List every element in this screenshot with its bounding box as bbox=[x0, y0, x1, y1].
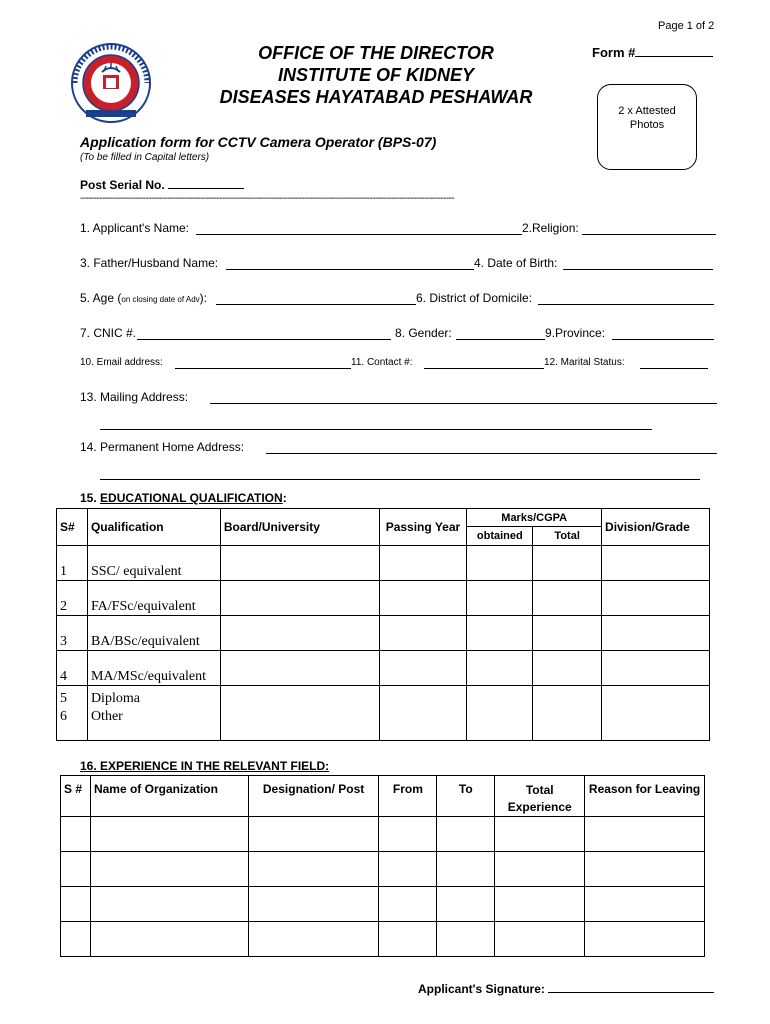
edu-board-cell[interactable] bbox=[220, 686, 379, 741]
edu-sno: 5 bbox=[60, 691, 67, 706]
exp-header-to: To bbox=[437, 776, 495, 817]
exp-header-reason: Reason for Leaving bbox=[585, 776, 705, 817]
edu-division-cell[interactable] bbox=[602, 546, 710, 581]
exp-reason-cell[interactable] bbox=[585, 817, 705, 852]
edu-obtained-cell[interactable] bbox=[467, 686, 533, 741]
office-title-line1: OFFICE OF THE DIRECTOR bbox=[258, 43, 494, 63]
edu-sno: 6 bbox=[60, 709, 67, 724]
mailing-address-label: 13. Mailing Address: bbox=[80, 390, 189, 404]
edu-qualification: Diploma bbox=[90, 691, 140, 706]
separator-dashes: ----------------------------------------------------------------------------------------------------------------------------------------- bbox=[80, 193, 455, 204]
exp-from-cell[interactable] bbox=[379, 922, 437, 957]
exp-sno-cell[interactable] bbox=[61, 922, 91, 957]
cnic-field[interactable] bbox=[137, 327, 391, 340]
edu-year-cell[interactable] bbox=[379, 581, 467, 616]
exp-reason-cell[interactable] bbox=[585, 852, 705, 887]
edu-obtained-cell[interactable] bbox=[467, 651, 533, 686]
applicant-name-field[interactable] bbox=[196, 222, 522, 235]
edu-qualification: FA/FSc/equivalent bbox=[87, 581, 220, 616]
exp-header-sno: S # bbox=[61, 776, 91, 817]
religion-field[interactable] bbox=[582, 222, 716, 235]
marital-status-field[interactable] bbox=[640, 357, 708, 369]
signature-field[interactable] bbox=[548, 980, 714, 993]
permanent-address-field-line2[interactable] bbox=[100, 467, 700, 480]
edu-year-cell[interactable] bbox=[379, 616, 467, 651]
edu-qualification: BA/BSc/equivalent bbox=[87, 616, 220, 651]
exp-header-total: Total bbox=[525, 783, 554, 797]
edu-header-total: Total bbox=[533, 527, 602, 546]
post-serial-field[interactable] bbox=[168, 176, 244, 189]
edu-total-cell[interactable] bbox=[533, 686, 602, 741]
marital-status-label: 12. Marital Status: bbox=[544, 357, 625, 368]
exp-total-cell[interactable] bbox=[495, 817, 585, 852]
exp-total-cell[interactable] bbox=[495, 887, 585, 922]
photo-box-text2: Photos bbox=[629, 119, 665, 131]
edu-header-passing-year: Passing Year bbox=[379, 509, 467, 546]
edu-division-cell[interactable] bbox=[602, 581, 710, 616]
age-note: on closing date of Adv bbox=[121, 295, 200, 304]
exp-designation-cell[interactable] bbox=[248, 922, 379, 957]
edu-sno: 1 bbox=[57, 546, 88, 581]
exp-total-cell[interactable] bbox=[495, 922, 585, 957]
page-number: Page 1 of 2 bbox=[658, 20, 715, 32]
photo-box-text1: 2 x Attested bbox=[618, 105, 676, 117]
contact-field[interactable] bbox=[424, 357, 544, 369]
education-table bbox=[56, 508, 710, 741]
exp-reason-cell[interactable] bbox=[585, 922, 705, 957]
exp-header-experience: Experience bbox=[507, 800, 572, 814]
cnic-label: 7. CNIC #. bbox=[80, 326, 137, 340]
table-row bbox=[61, 922, 705, 957]
post-serial-label: Post Serial No. bbox=[80, 178, 165, 192]
table-row bbox=[57, 651, 710, 686]
edu-total-cell[interactable] bbox=[533, 651, 602, 686]
mailing-address-field-line2[interactable] bbox=[100, 417, 652, 430]
edu-total-cell[interactable] bbox=[533, 616, 602, 651]
father-name-field[interactable] bbox=[226, 257, 474, 270]
education-heading-colon: : bbox=[282, 491, 287, 505]
exp-sno-cell[interactable] bbox=[61, 887, 91, 922]
capital-letters-note: (To be filled in Capital letters) bbox=[80, 152, 210, 163]
edu-division-cell[interactable] bbox=[602, 616, 710, 651]
province-label: 9.Province: bbox=[545, 326, 606, 340]
table-row bbox=[57, 581, 710, 616]
age-label-close: ): bbox=[199, 291, 207, 305]
edu-division-cell[interactable] bbox=[602, 651, 710, 686]
table-row bbox=[57, 686, 710, 741]
edu-sno: 2 bbox=[57, 581, 88, 616]
edu-board-cell[interactable] bbox=[220, 546, 379, 581]
table-row bbox=[57, 616, 710, 651]
edu-header-division: Division/Grade bbox=[602, 509, 710, 546]
exp-sno-cell[interactable] bbox=[61, 852, 91, 887]
exp-organization-cell[interactable] bbox=[90, 922, 248, 957]
edu-header-obtained: obtained bbox=[467, 527, 533, 546]
contact-label: 11. Contact #: bbox=[351, 357, 413, 368]
form-number-field[interactable] bbox=[635, 44, 713, 57]
form-number-label: Form # bbox=[592, 45, 636, 60]
edu-qualification: SSC/ equivalent bbox=[87, 546, 220, 581]
application-title: Application form for CCTV Camera Operator (BPS-07) bbox=[80, 134, 437, 150]
table-row bbox=[61, 887, 705, 922]
exp-designation-cell[interactable] bbox=[248, 817, 379, 852]
edu-board-cell[interactable] bbox=[220, 581, 379, 616]
edu-year-cell[interactable] bbox=[379, 686, 467, 741]
permanent-address-field-line1[interactable] bbox=[266, 441, 717, 454]
exp-total-cell[interactable] bbox=[495, 852, 585, 887]
email-label: 10. Email address: bbox=[80, 357, 163, 368]
edu-division-cell[interactable] bbox=[602, 686, 710, 741]
age-label: 5. Age ( bbox=[80, 291, 122, 305]
edu-board-cell[interactable] bbox=[220, 616, 379, 651]
exp-to-cell[interactable] bbox=[437, 852, 495, 887]
edu-obtained-cell[interactable] bbox=[467, 616, 533, 651]
exp-organization-cell[interactable] bbox=[90, 852, 248, 887]
office-title-line2: INSTITUTE OF KIDNEY bbox=[277, 65, 474, 85]
education-heading-number: 15. bbox=[80, 491, 97, 505]
office-title-line3: DISEASES HAYATABAD PESHAWAR bbox=[219, 87, 533, 107]
exp-designation-cell[interactable] bbox=[248, 852, 379, 887]
edu-board-cell[interactable] bbox=[220, 651, 379, 686]
exp-sno-cell[interactable] bbox=[61, 817, 91, 852]
experience-heading: 16. EXPERIENCE IN THE RELEVANT FIELD: bbox=[80, 759, 330, 773]
exp-designation-cell[interactable] bbox=[248, 887, 379, 922]
domicile-field[interactable] bbox=[538, 292, 714, 305]
table-row bbox=[61, 852, 705, 887]
exp-to-cell[interactable] bbox=[437, 922, 495, 957]
dob-label: 4. Date of Birth: bbox=[474, 256, 558, 270]
exp-organization-cell[interactable] bbox=[90, 887, 248, 922]
exp-from-cell[interactable] bbox=[379, 887, 437, 922]
edu-header-qualification: Qualification bbox=[87, 509, 220, 546]
table-row bbox=[61, 817, 705, 852]
permanent-address-label: 14. Permanent Home Address: bbox=[80, 440, 245, 454]
experience-table bbox=[60, 775, 705, 957]
dob-field[interactable] bbox=[563, 257, 713, 270]
edu-header-marks: Marks/CGPA bbox=[467, 509, 602, 527]
gender-label: 8. Gender: bbox=[395, 326, 452, 340]
edu-qualification: Other bbox=[90, 709, 123, 724]
exp-to-cell[interactable] bbox=[437, 887, 495, 922]
edu-total-cell[interactable] bbox=[533, 546, 602, 581]
province-field[interactable] bbox=[612, 327, 714, 340]
edu-header-board: Board/University bbox=[220, 509, 379, 546]
exp-from-cell[interactable] bbox=[379, 817, 437, 852]
edu-total-cell[interactable] bbox=[533, 581, 602, 616]
edu-header-sno: S# bbox=[57, 509, 88, 546]
edu-year-cell[interactable] bbox=[379, 546, 467, 581]
edu-obtained-cell[interactable] bbox=[467, 581, 533, 616]
edu-sno: 3 bbox=[57, 616, 88, 651]
exp-to-cell[interactable] bbox=[437, 817, 495, 852]
education-heading: EDUCATIONAL QUALIFICATION bbox=[100, 491, 283, 505]
gender-field[interactable] bbox=[456, 327, 545, 340]
exp-from-cell[interactable] bbox=[379, 852, 437, 887]
edu-qualification: MA/MSc/equivalent bbox=[87, 651, 220, 686]
email-field[interactable] bbox=[175, 357, 351, 369]
religion-label: 2.Religion: bbox=[522, 221, 579, 235]
exp-header-from: From bbox=[379, 776, 437, 817]
exp-header-designation: Designation/ Post bbox=[248, 776, 379, 817]
exp-organization-cell[interactable] bbox=[90, 817, 248, 852]
father-name-label: 3. Father/Husband Name: bbox=[80, 256, 219, 270]
signature-label: Applicant's Signature: bbox=[418, 982, 545, 996]
age-field[interactable] bbox=[216, 292, 416, 305]
exp-reason-cell[interactable] bbox=[585, 887, 705, 922]
institute-logo bbox=[70, 42, 152, 124]
domicile-label: 6. District of Domicile: bbox=[416, 291, 533, 305]
table-row bbox=[57, 546, 710, 581]
applicant-name-label: 1. Applicant's Name: bbox=[80, 221, 190, 235]
mailing-address-field-line1[interactable] bbox=[210, 391, 717, 404]
photo-box[interactable] bbox=[597, 84, 697, 170]
edu-year-cell[interactable] bbox=[379, 651, 467, 686]
edu-obtained-cell[interactable] bbox=[467, 546, 533, 581]
edu-sno: 4 bbox=[57, 651, 88, 686]
exp-header-organization: Name of Organization bbox=[90, 776, 248, 817]
